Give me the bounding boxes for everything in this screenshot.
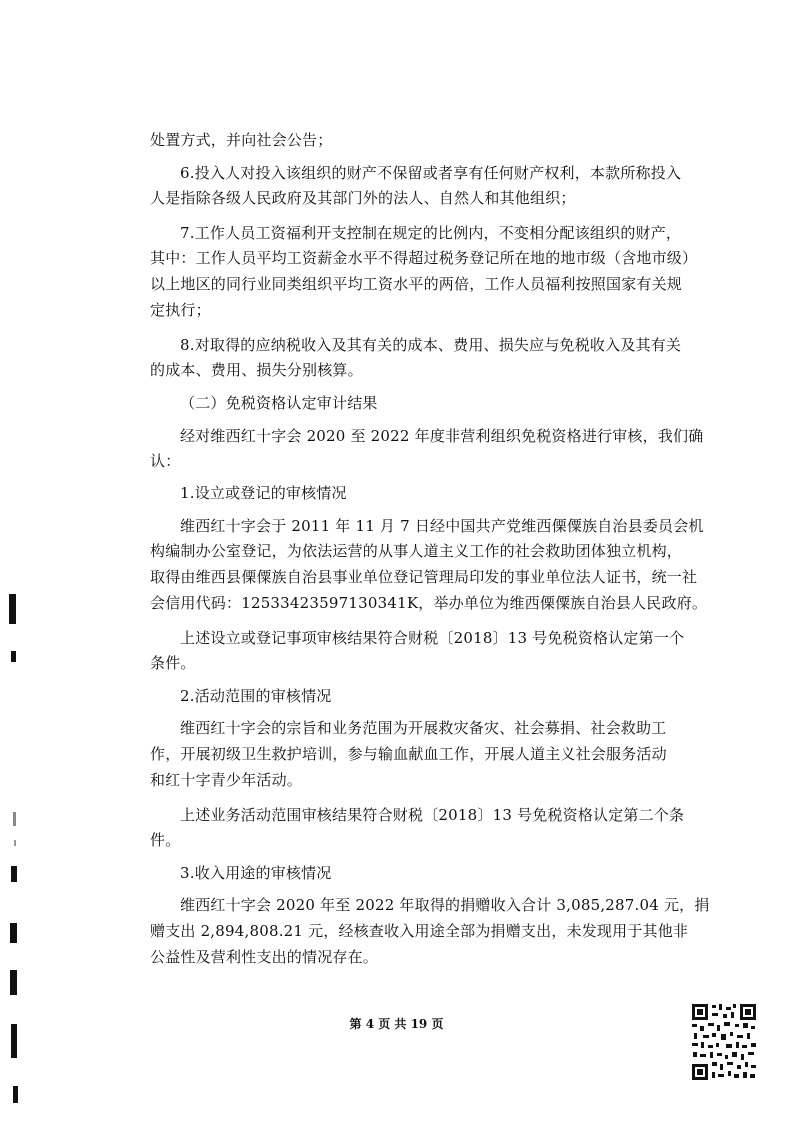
- text-line: 处置方式，并向社会公告；: [150, 131, 333, 149]
- scan-artifact: [14, 840, 16, 846]
- scan-artifact: [13, 1086, 18, 1103]
- text-line: 维西红十字会于 2011 年 11 月 7 日经中国共产党维西傈僳族自治县委员会机: [180, 517, 704, 535]
- subsection-heading: 3.收入用途的审核情况: [180, 864, 332, 882]
- text-line: 维西红十字会 2020 年至 2022 年取得的捐赠收入合计 3,085,287.04 元，捐: [180, 896, 710, 914]
- text-line: 以上地区的同行业同类组织平均工资水平的两倍，工作人员福利按照国家有关规: [150, 275, 683, 293]
- text-line: 上述设立或登记事项审核结果符合财税〔2018〕13 号免税资格认定第一个: [180, 629, 685, 647]
- text-line: 8.对取得的应纳税收入及其有关的成本、费用、损失应与免税收入及其有关: [180, 336, 682, 354]
- text-line: 条件。: [150, 654, 196, 672]
- text-line: 公益性及营利性支出的情况存在。: [150, 948, 379, 966]
- text-line: 上述业务活动范围审核结果符合财税〔2018〕13 号免税资格认定第二个条: [180, 806, 685, 824]
- scan-artifact: [11, 651, 16, 662]
- section-heading: （二）免税资格认定审计结果: [180, 394, 378, 412]
- text-line: 取得由维西县傈僳族自治县事业单位登记管理局印发的事业单位法人证书，统一社: [150, 568, 698, 586]
- text-line: 的成本、费用、损失分别核算。: [150, 361, 363, 379]
- text-line: 件。: [150, 831, 181, 849]
- scan-artifact: [13, 812, 16, 826]
- text-line: 和红十字青少年活动。: [150, 771, 303, 789]
- text-line: 会信用代码：12533423597130341K，举办单位为维西傈僳族自治县人民政府。: [150, 594, 708, 612]
- scan-artifact: [10, 923, 17, 943]
- text-line: 构编制办公室登记，为依法运营的从事人道主义工作的社会救助团体独立机构，: [150, 542, 683, 560]
- text-line: 定执行；: [150, 301, 211, 319]
- scan-artifact: [11, 866, 17, 882]
- text-line: 人是指除各级人民政府及其部门外的法人、自然人和其他组织；: [150, 189, 576, 207]
- text-line: 维西红十字会的宗旨和业务范围为开展救灾备灾、社会募捐、社会救助工: [180, 719, 667, 737]
- text-line: 作，开展初级卫生救护培训，参与输血献血工作，开展人道主义社会服务活动: [150, 745, 667, 763]
- text-line: 6.投入人对投入该组织的财产不保留或者享有任何财产权利，本款所称投入: [180, 164, 682, 182]
- text-line: 7.工作人员工资福利开支控制在规定的比例内，不变相分配该组织的财产，: [180, 224, 682, 242]
- text-line: 经对维西红十字会 2020 至 2022 年度非营利组织免税资格进行审核，我们确: [180, 427, 704, 445]
- text-line: 认：: [150, 452, 181, 470]
- subsection-heading: 1.设立或登记的审核情况: [180, 484, 347, 502]
- scan-artifact: [11, 1024, 17, 1058]
- scan-artifact: [10, 970, 17, 995]
- page-number-footer: 第 4 页 共 19 页: [349, 1017, 444, 1031]
- scan-artifact: [9, 594, 16, 624]
- subsection-heading: 2.活动范围的审核情况: [180, 687, 332, 705]
- qr-code-icon: [690, 1002, 758, 1082]
- text-line: 其中：工作人员平均工资薪金水平不得超过税务登记所在地的地市级（含地市级）: [150, 249, 698, 267]
- text-line: 赠支出 2,894,808.21 元，经核查收入用途全部为捐赠支出，未发现用于其他非: [150, 922, 689, 940]
